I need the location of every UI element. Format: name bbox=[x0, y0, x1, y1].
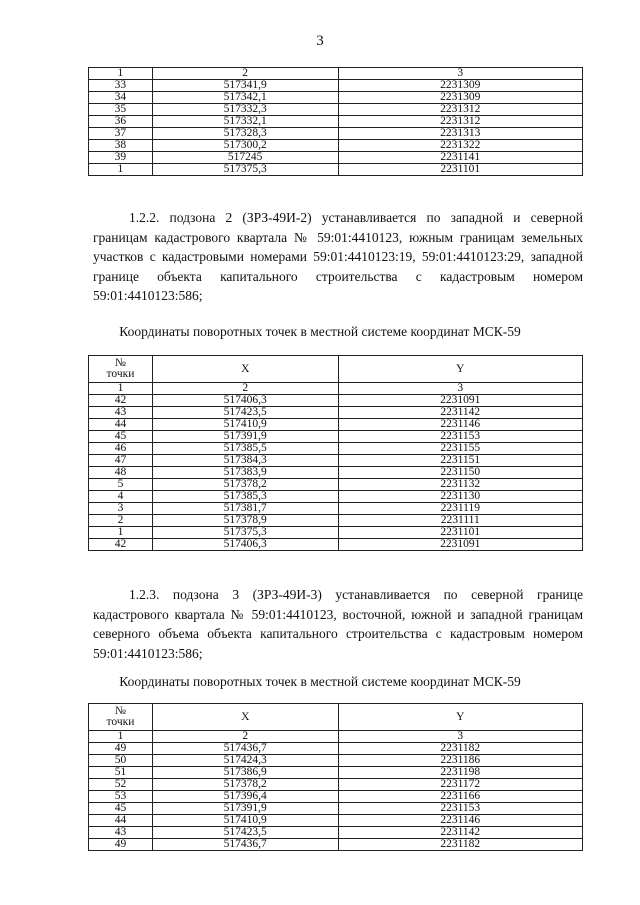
point-number-cell: 45 bbox=[89, 431, 153, 443]
table-row bbox=[89, 839, 583, 851]
y-coordinate-cell: 2231101 bbox=[338, 164, 583, 176]
x-coordinate-cell: 517378,2 bbox=[152, 479, 338, 491]
table-row bbox=[89, 92, 583, 104]
table-row bbox=[89, 80, 583, 92]
x-coordinate-cell: 517375,3 bbox=[152, 527, 338, 539]
point-number-cell: 34 bbox=[89, 92, 153, 104]
y-coordinate-cell: 2231119 bbox=[338, 503, 582, 515]
point-number-cell: 38 bbox=[89, 140, 153, 152]
point-number-header bbox=[89, 704, 153, 731]
table-row bbox=[89, 767, 583, 779]
table-row bbox=[89, 164, 583, 176]
y-coordinate-cell: 2231091 bbox=[338, 539, 582, 551]
point-number-cell: 4 bbox=[89, 491, 153, 503]
x-coordinate-cell: 517378,2 bbox=[152, 779, 338, 791]
point-number-cell: 43 bbox=[89, 407, 153, 419]
point-number-header-symbol: № bbox=[114, 357, 126, 369]
point-number-cell: 45 bbox=[89, 803, 153, 815]
table-row bbox=[89, 479, 583, 491]
table-row bbox=[89, 140, 583, 152]
y-coordinate-cell: 2231132 bbox=[338, 479, 582, 491]
point-number-cell: 42 bbox=[89, 539, 153, 551]
point-number-cell: 2 bbox=[89, 515, 153, 527]
table-row bbox=[89, 491, 583, 503]
y-coordinate-cell: 2231182 bbox=[338, 743, 582, 755]
x-coordinate-cell: 517436,7 bbox=[152, 839, 338, 851]
y-coordinate-cell: 2231155 bbox=[338, 443, 582, 455]
y-coordinate-cell: 2231186 bbox=[338, 755, 582, 767]
x-coordinate-cell: 2 bbox=[152, 383, 338, 395]
point-number-cell: 53 bbox=[89, 791, 153, 803]
y-coordinate-cell: 3 bbox=[338, 731, 582, 743]
table-row bbox=[89, 791, 583, 803]
x-coordinate-cell: 517391,9 bbox=[152, 803, 338, 815]
coordinates-table-3 bbox=[88, 703, 583, 851]
table-row bbox=[89, 395, 583, 407]
point-number-cell: 1 bbox=[89, 68, 153, 80]
y-coordinate-cell: 2231312 bbox=[338, 116, 583, 128]
point-number-cell: 49 bbox=[89, 839, 153, 851]
table-row bbox=[89, 407, 583, 419]
x-coordinate-cell: 517385,5 bbox=[152, 443, 338, 455]
y-coordinate-cell: 2231142 bbox=[338, 407, 582, 419]
point-number-cell: 35 bbox=[89, 104, 153, 116]
point-number-header bbox=[89, 356, 153, 383]
point-number-cell: 39 bbox=[89, 152, 153, 164]
table-row bbox=[89, 779, 583, 791]
table-row bbox=[89, 803, 583, 815]
point-number-cell: 5 bbox=[89, 479, 153, 491]
x-coordinate-cell: 517342,1 bbox=[152, 92, 338, 104]
y-coordinate-cell: 2231182 bbox=[338, 839, 582, 851]
column-number-row bbox=[89, 68, 583, 80]
table-row bbox=[89, 743, 583, 755]
y-coordinate-cell: 2231142 bbox=[338, 827, 582, 839]
x-coordinate-cell: 517383,9 bbox=[152, 467, 338, 479]
y-coordinate-cell: 2231198 bbox=[338, 767, 582, 779]
point-number-cell: 52 bbox=[89, 779, 153, 791]
x-coordinate-cell: 517436,7 bbox=[152, 743, 338, 755]
point-number-cell: 1 bbox=[89, 164, 153, 176]
y-coordinate-cell: 2231101 bbox=[338, 527, 582, 539]
point-number-cell: 49 bbox=[89, 743, 153, 755]
x-coordinate-cell: 517410,9 bbox=[152, 815, 338, 827]
x-coordinate-cell: 517381,7 bbox=[152, 503, 338, 515]
y-coordinate-cell: 2231146 bbox=[338, 815, 582, 827]
x-coordinate-cell: 517391,9 bbox=[152, 431, 338, 443]
table-row bbox=[89, 515, 583, 527]
x-coordinate-cell: 517332,3 bbox=[152, 104, 338, 116]
x-coordinate-cell: 517423,5 bbox=[152, 827, 338, 839]
point-number-cell: 33 bbox=[89, 80, 153, 92]
x-coordinate-cell: 517341,9 bbox=[152, 80, 338, 92]
table-row bbox=[89, 815, 583, 827]
point-number-cell: 36 bbox=[89, 116, 153, 128]
x-coordinate-cell: 2 bbox=[152, 731, 338, 743]
section-1-2-2-text: 1.2.2. подзона 2 (ЗРЗ-49И-2) устанавливается по западной и северной границам кадастрового квартала № 59:01:4410123, южным границам земельных участков с кадастровыми номерами 59:01:4410123:19, 59:01:4410123:29, западной границе объекта капитального строительства с кадастровым номером 59:01:4410123:586; bbox=[93, 210, 583, 303]
x-coordinate-cell: 517396,4 bbox=[152, 791, 338, 803]
table-3-caption: Координаты поворотных точек в местной системе координат МСК-59 bbox=[119, 674, 521, 689]
x-coordinate-cell: 517386,9 bbox=[152, 767, 338, 779]
point-number-cell: 51 bbox=[89, 767, 153, 779]
section-1-2-2-paragraph bbox=[93, 208, 583, 306]
table-row bbox=[89, 116, 583, 128]
y-coordinate-cell: 3 bbox=[338, 383, 582, 395]
x-header: X bbox=[152, 704, 338, 731]
coordinates-table-1 bbox=[88, 67, 583, 176]
y-coordinate-cell: 2231151 bbox=[338, 455, 582, 467]
y-coordinate-cell: 2231313 bbox=[338, 128, 583, 140]
x-coordinate-cell: 517410,9 bbox=[152, 419, 338, 431]
x-header: X bbox=[152, 356, 338, 383]
point-number-header-symbol: № bbox=[114, 705, 126, 717]
x-coordinate-cell: 517300,2 bbox=[152, 140, 338, 152]
point-number-cell: 46 bbox=[89, 443, 153, 455]
y-header: Y bbox=[338, 704, 582, 731]
y-coordinate-cell: 3 bbox=[338, 68, 583, 80]
section-1-2-3-paragraph bbox=[93, 585, 583, 663]
x-coordinate-cell: 517423,5 bbox=[152, 407, 338, 419]
page-number: 3 bbox=[316, 33, 324, 49]
table-row bbox=[89, 104, 583, 116]
y-coordinate-cell: 2231153 bbox=[338, 803, 582, 815]
point-number-cell: 50 bbox=[89, 755, 153, 767]
x-coordinate-cell: 517328,3 bbox=[152, 128, 338, 140]
point-number-header-word: точки bbox=[106, 368, 135, 380]
y-coordinate-cell: 2231309 bbox=[338, 80, 583, 92]
y-coordinate-cell: 2231309 bbox=[338, 92, 583, 104]
x-coordinate-cell: 2 bbox=[152, 68, 338, 80]
table-row bbox=[89, 527, 583, 539]
x-coordinate-cell: 517378,9 bbox=[152, 515, 338, 527]
table-row bbox=[89, 827, 583, 839]
x-coordinate-cell: 517245 bbox=[152, 152, 338, 164]
x-coordinate-cell: 517384,3 bbox=[152, 455, 338, 467]
point-number-header-word: точки bbox=[106, 716, 135, 728]
table-row bbox=[89, 431, 583, 443]
table-row bbox=[89, 419, 583, 431]
table-row bbox=[89, 503, 583, 515]
table-row bbox=[89, 539, 583, 551]
section-1-2-3-text: 1.2.3. подзона 3 (ЗРЗ-49И-3) устанавливается по северной границе кадастрового квартала № 59:01:4410123, восточной, южной и западной границам северного объема объекта капитального строительства с кадастровым номером 59:01:4410123:586; bbox=[93, 587, 583, 661]
point-number-cell: 47 bbox=[89, 455, 153, 467]
table-row bbox=[89, 152, 583, 164]
coordinates-table-2 bbox=[88, 355, 583, 551]
table-2-caption: Координаты поворотных точек в местной системе координат МСК-59 bbox=[119, 324, 521, 339]
y-coordinate-cell: 2231150 bbox=[338, 467, 582, 479]
point-number-cell: 42 bbox=[89, 395, 153, 407]
x-coordinate-cell: 517406,3 bbox=[152, 395, 338, 407]
table-header-row bbox=[89, 704, 583, 731]
y-coordinate-cell: 2231312 bbox=[338, 104, 583, 116]
point-number-cell: 1 bbox=[89, 731, 153, 743]
point-number-cell: 48 bbox=[89, 467, 153, 479]
point-number-cell: 44 bbox=[89, 815, 153, 827]
table-row bbox=[89, 455, 583, 467]
point-number-cell: 37 bbox=[89, 128, 153, 140]
x-coordinate-cell: 517424,3 bbox=[152, 755, 338, 767]
y-header: Y bbox=[338, 356, 582, 383]
column-number-row bbox=[89, 731, 583, 743]
x-coordinate-cell: 517406,3 bbox=[152, 539, 338, 551]
table-header-row bbox=[89, 356, 583, 383]
y-coordinate-cell: 2231172 bbox=[338, 779, 582, 791]
y-coordinate-cell: 2231322 bbox=[338, 140, 583, 152]
point-number-cell: 1 bbox=[89, 383, 153, 395]
y-coordinate-cell: 2231091 bbox=[338, 395, 582, 407]
x-coordinate-cell: 517375,3 bbox=[152, 164, 338, 176]
point-number-cell: 1 bbox=[89, 527, 153, 539]
x-coordinate-cell: 517385,3 bbox=[152, 491, 338, 503]
point-number-cell: 43 bbox=[89, 827, 153, 839]
table-row bbox=[89, 128, 583, 140]
point-number-cell: 3 bbox=[89, 503, 153, 515]
x-coordinate-cell: 517332,1 bbox=[152, 116, 338, 128]
column-number-row bbox=[89, 383, 583, 395]
y-coordinate-cell: 2231146 bbox=[338, 419, 582, 431]
y-coordinate-cell: 2231166 bbox=[338, 791, 582, 803]
point-number-cell: 44 bbox=[89, 419, 153, 431]
table-row bbox=[89, 755, 583, 767]
y-coordinate-cell: 2231130 bbox=[338, 491, 582, 503]
y-coordinate-cell: 2231111 bbox=[338, 515, 582, 527]
y-coordinate-cell: 2231141 bbox=[338, 152, 583, 164]
y-coordinate-cell: 2231153 bbox=[338, 431, 582, 443]
table-row bbox=[89, 443, 583, 455]
table-row bbox=[89, 467, 583, 479]
